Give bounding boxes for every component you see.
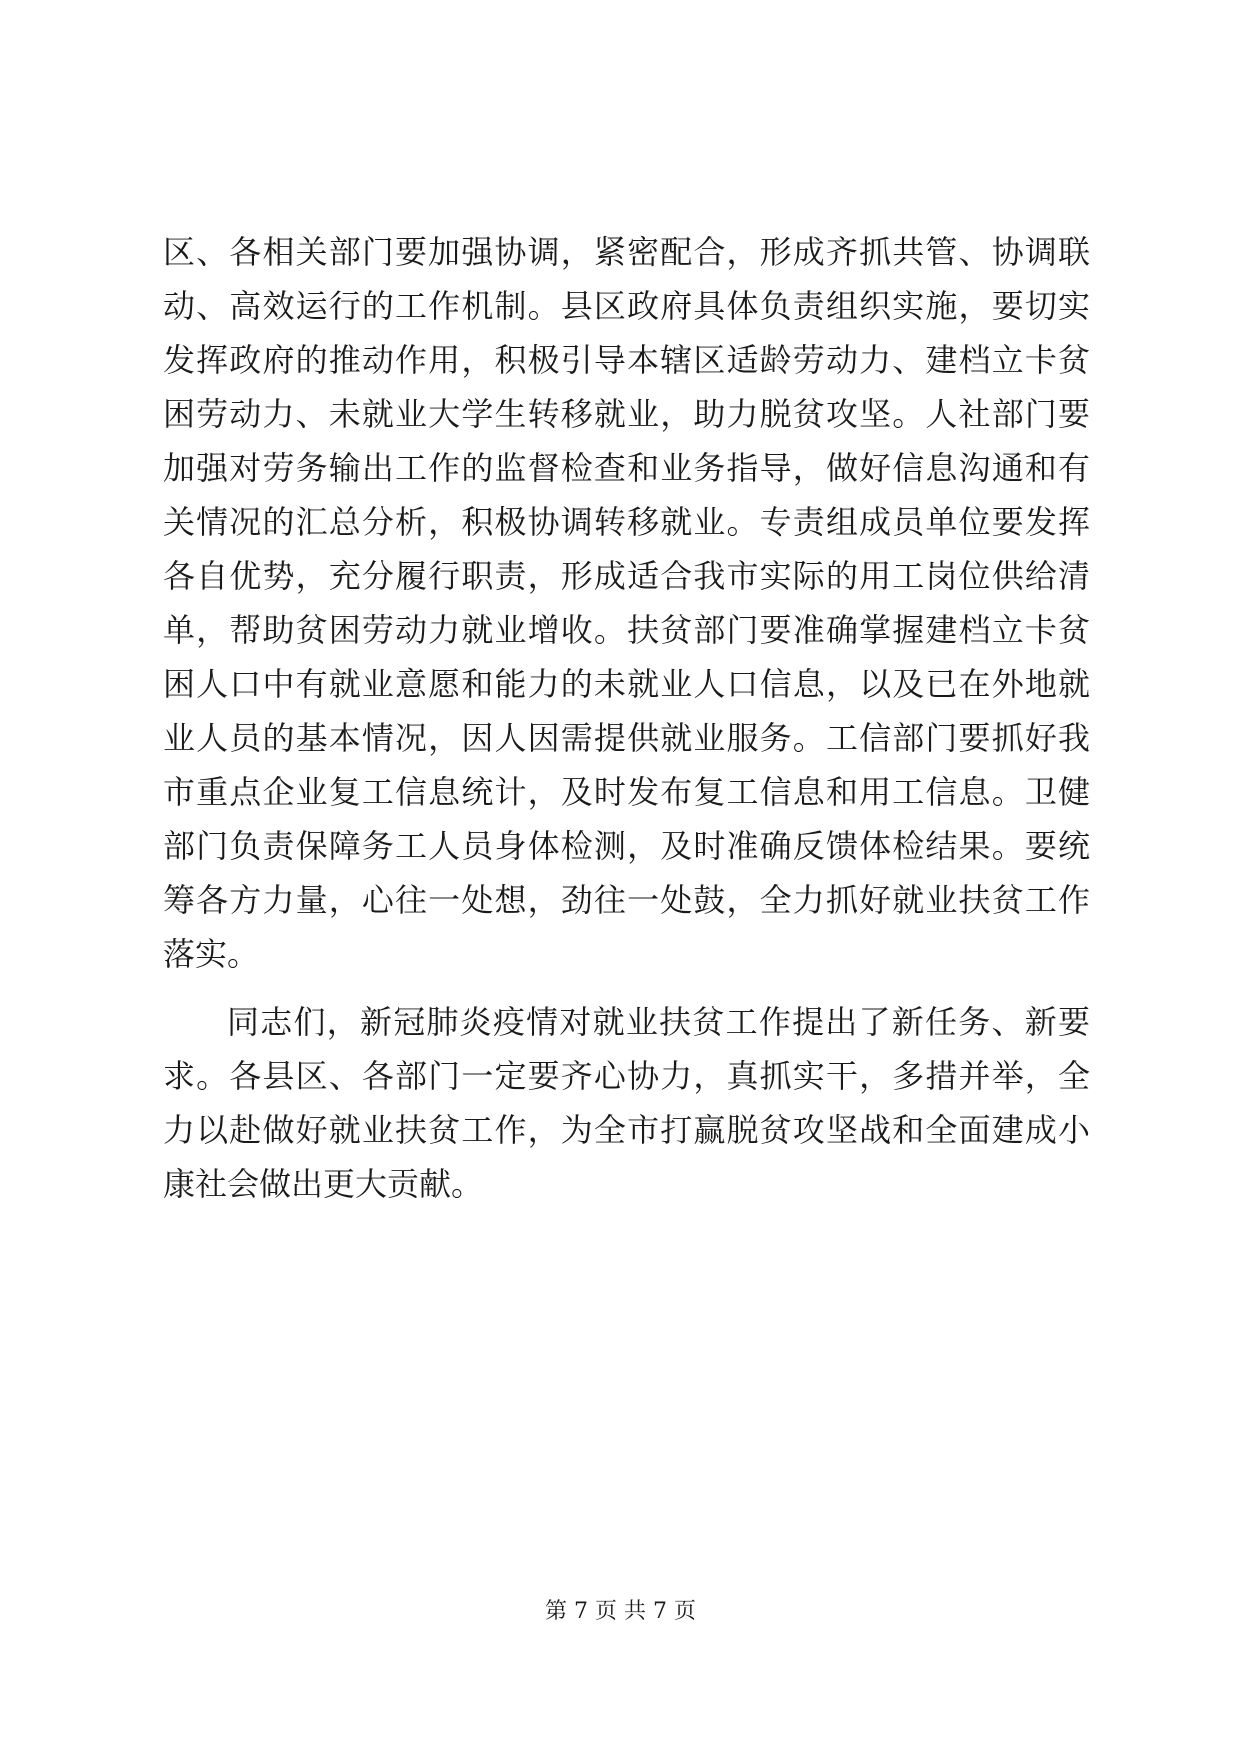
text-line: 动、高效运行的工作机制。县区政府具体负责组织实施，要切实 <box>163 287 1090 325</box>
text-line: 力以赴做好就业扶贫工作，为全市打赢脱贫攻坚战和全面建成小 <box>163 1111 1090 1149</box>
text-line: 业人员的基本情况，因人因需提供就业服务。工信部门要抓好我 <box>163 719 1090 757</box>
paragraph <box>163 225 1090 981</box>
document-body <box>163 225 1090 1211</box>
text-line: 求。各县区、各部门一定要齐心协力，真抓实干，多措并举，全 <box>163 1057 1090 1095</box>
paragraph <box>163 995 1090 1211</box>
text-line: 部门负责保障务工人员身体检测，及时准确反馈体检结果。要统 <box>163 827 1090 865</box>
text-line: 市重点企业复工信息统计，及时发布复工信息和用工信息。卫健 <box>163 773 1090 811</box>
text-line: 困人口中有就业意愿和能力的未就业人口信息，以及已在外地就 <box>163 665 1090 703</box>
text-line: 加强对劳务输出工作的监督检查和业务指导，做好信息沟通和有 <box>163 449 1090 487</box>
text-line: 单，帮助贫困劳动力就业增收。扶贫部门要准确掌握建档立卡贫 <box>163 611 1090 649</box>
text-line: 各自优势，充分履行职责，形成适合我市实际的用工岗位供给清 <box>163 557 1090 595</box>
page-number: 第 7 页 共 7 页 <box>545 1599 696 1624</box>
text-line: 困劳动力、未就业大学生转移就业，助力脱贫攻坚。人社部门要 <box>163 395 1090 433</box>
paragraph-gap <box>163 981 1090 995</box>
text-line: 同志们，新冠肺炎疫情对就业扶贫工作提出了新任务、新要 <box>227 1003 1090 1041</box>
text-line: 康社会做出更大贡献。 <box>163 1165 484 1203</box>
text-line: 发挥政府的推动作用，积极引导本辖区适龄劳动力、建档立卡贫 <box>163 341 1090 379</box>
text-line: 落实。 <box>163 935 260 973</box>
text-line: 关情况的汇总分析，积极协调转移就业。专责组成员单位要发挥 <box>163 503 1090 541</box>
text-line: 筹各方力量，心往一处想，劲往一处鼓，全力抓好就业扶贫工作 <box>163 881 1090 919</box>
text-line: 区、各相关部门要加强协调，紧密配合，形成齐抓共管、协调联 <box>163 233 1090 271</box>
